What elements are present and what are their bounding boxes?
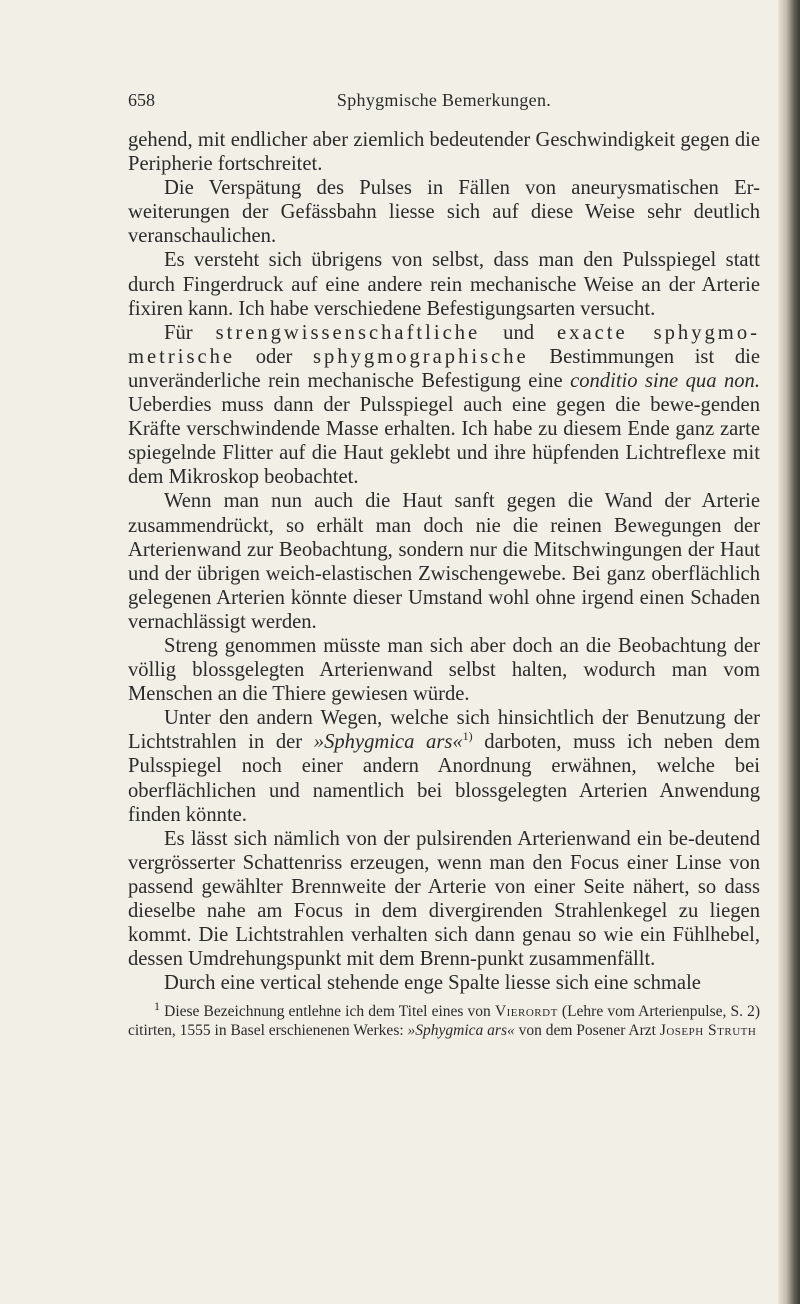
paragraph-5: Wenn man nun auch die Haut sanft gegen die Wand der Arterie zusammendrückt, so erhält man doch nie die reinen Bewegungen der Arterienwand zur Beobachtung, sondern nur die Mitschwingungen der Haut und der übrigen weich-elastischen Zwischengewebe. Bei ganz oberflächlich gelegenen Arterien könnte dieser Umstand wohl ohne irgend einen Schaden vernachlässigt werden.: [128, 490, 760, 633]
footnote-work-title: »Sphygmica ars«: [407, 1021, 515, 1039]
author-name-2: Joseph Struth: [659, 1021, 757, 1039]
paragraph-4: Für strengwissenschaftliche und exacte sphygmo-metrische oder sphygmographische Bestimmungen ist die unveränderliche rein mechanische Befestigung eine conditio sine qua non. Ueberdies muss dann der Pulsspiegel auch eine gegen die bewe-genden Kräfte verschwindende Masse erhalten. Ich habe zu diesem Ende ganz zarte spiegelnde Flitter auf die Haut geklebt und ihre hüpfenden Lichtreflexe mit dem Mikroskop beobachtet.: [128, 321, 760, 489]
paragraph-2: Die Verspätung des Pulses in Fällen von aneurysmatischen Er-weiterungen der Gefässbahn liesse sich auf diese Weise sehr deutlich veranschaulichen.: [128, 177, 760, 248]
paragraph-6: Streng genommen müsste man sich aber doch an die Beobachtung der völlig blossgelegten Arterienwand selbst halten, wodurch man vom Menschen an die Thiere gewiesen würde.: [128, 634, 760, 706]
latin-phrase: conditio sine qua non.: [570, 369, 760, 392]
running-head: [128, 88, 760, 118]
book-page: [128, 88, 760, 1040]
author-name-1: Vierordt: [494, 1003, 558, 1021]
paragraph-1: gehend, mit endlicher aber ziemlich bedeutender Geschwindigkeit gegen die Peripherie fortschreitet.: [128, 129, 760, 176]
footnote: $^1$ Diese Bezeichnung entlehne ich dem Titel eines von Vierordt (Lehre vom Arterienpulse, S. 2) citirten, 1555 in Basel erschienenen Werkes: »Sphygmica ars« von dem Posener Arzt Joseph Struth: [128, 999, 761, 1039]
work-title: »Sphygmica ars«: [313, 731, 463, 754]
page-edge-shadow: [778, 0, 800, 1304]
paragraph-7: Unter den andern Wegen, welche sich hinsichtlich der Benutzung der Lichtstrahlen in der »Sphygmica ars«$^{1)}$ darboten, muss ich neben dem Pulsspiegel noch einer andern Anordnung erwähnen, welche bei oberflächlichen und namentlich bei blossgelegten Arterien Anwendung finden könnte.: [128, 707, 761, 826]
footnote-ref: 1): [462, 729, 473, 744]
body-text: [128, 128, 760, 995]
paragraph-8: Es lässt sich nämlich von der pulsirenden Arterienwand ein be-deutend vergrösserter Schattenriss erzeugen, wenn man den Focus einer Linse von passend gewählter Brennweite der Arterie von einer Seite nähert, so dass dieselbe nahe am Focus in dem divergirenden Strahlenkegel zu liegen kommt. Die Lichtstrahlen verhalten sich dann genau so wie ein Fühlhebel, dessen Umdrehungspunkt mit dem Brenn-punkt zusammenfällt.: [128, 827, 760, 971]
running-title: Sphygmische Bemerkungen.: [336, 90, 552, 110]
footnote-marker: 1: [154, 999, 160, 1014]
paragraph-9: Durch eine vertical stehende enge Spalte liesse sich eine schmale: [164, 972, 701, 995]
paragraph-3: Es versteht sich übrigens von selbst, dass man den Pulsspiegel statt durch Fingerdruck auf eine andere rein mechanische Weise an der Arterie fixiren kann. Ich habe verschiedene Befestigungsarten versucht.: [128, 249, 760, 320]
spaced-term-2: exacte sphygmo-metrische: [128, 321, 760, 368]
page-number: 658: [128, 90, 155, 110]
spaced-term-1: strengwissenschaftliche: [215, 321, 481, 344]
spaced-term-3: sphygmographische: [312, 345, 529, 368]
